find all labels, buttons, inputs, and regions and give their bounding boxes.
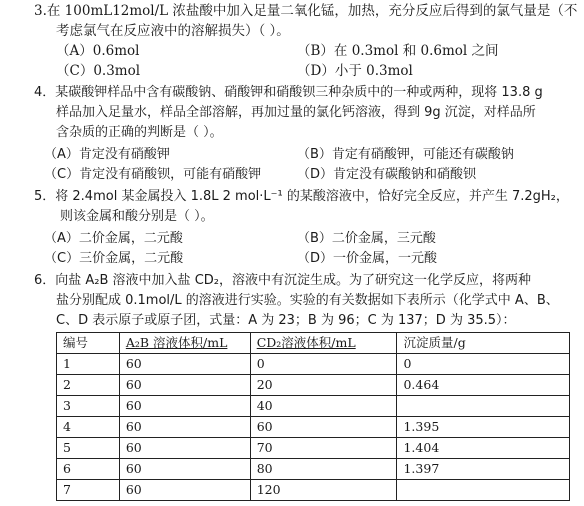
cell-cd2-volume: 20 (250, 375, 397, 396)
cell-number: 5 (57, 438, 120, 459)
q4-line-1: 4．某碳酸钾样品中含有碳酸钠、硝酸钾和硝酸钡三种杂质中的一种或两种，现将 13.8 g (34, 85, 543, 100)
q6-line-3: C、D 表示原子或原子团，式量：A 为 23；B 为 96；C 为 137；D 为 35.5）： (56, 313, 516, 328)
cell-precipitate-mass (397, 396, 570, 417)
header-cell-cd2-volume: CD₂溶液体积/mL (250, 333, 397, 354)
q6-line-1: 6．向盐 A₂B 溶液中加入盐 CD₂，溶液中有沉淀生成。为了研究这一化学反应，将两种 (34, 273, 531, 288)
q5-line-2: 则该金属和酸分别是（ ）。 (60, 209, 214, 224)
cell-number: 1 (57, 354, 120, 375)
table-header-row (57, 333, 570, 354)
q5-option-a: （A）二价金属，二元酸 (44, 231, 183, 246)
q5-option-b: （B）二价金属，三元酸 (297, 231, 436, 246)
cell-a2b-volume: 60 (119, 480, 250, 501)
q3-option-b: （B）在 0.3mol 和 0.6mol 之间 (297, 43, 499, 59)
q5-line-1: 5．将 2.4mol 某金属投入 1.8L 2 mol·L⁻¹ 的某酸溶液中，恰好完全反应，并产生 7.2gH₂， (34, 189, 569, 204)
q3-option-a: （A）0.6mol (56, 43, 140, 59)
q3-option-c: （C）0.3mol (56, 63, 141, 79)
cell-a2b-volume: 60 (119, 375, 250, 396)
table-row (57, 396, 570, 417)
cell-a2b-volume: 60 (119, 438, 250, 459)
table-row (57, 480, 570, 501)
cell-precipitate-mass: 0.464 (397, 375, 570, 396)
q4-line-2: 样品加入足量水，样品全部溶解，再加过量的氯化钙溶液，得到 9g 沉淀，对样品所 (56, 105, 536, 120)
q5-option-c: （C）三价金属，二元酸 (44, 251, 184, 266)
cell-cd2-volume: 40 (250, 396, 397, 417)
q4-option-d: （D）肯定没有碳酸钠和硝酸钡 (297, 167, 477, 182)
cell-precipitate-mass: 1.404 (397, 438, 570, 459)
cell-precipitate-mass (397, 480, 570, 501)
cell-cd2-volume: 120 (250, 480, 397, 501)
q6-line-2: 盐分别配成 0.1mol/L 的溶液进行实验。实验的有关数据如下表所示（化学式中 A、B、 (56, 293, 559, 308)
cell-cd2-volume: 0 (250, 354, 397, 375)
cell-a2b-volume: 60 (119, 459, 250, 480)
table-row (57, 438, 570, 459)
table-row (57, 417, 570, 438)
cell-precipitate-mass: 1.395 (397, 417, 570, 438)
q5-option-d: （D）一价金属，一元酸 (297, 251, 438, 266)
table-row (57, 375, 570, 396)
cell-a2b-volume: 60 (119, 354, 250, 375)
header-cell-precipitate-mass: 沉淀质量/g (397, 333, 570, 354)
cell-number: 4 (57, 417, 120, 438)
cell-precipitate-mass: 0 (397, 354, 570, 375)
header-cell-number: 编号 (57, 333, 120, 354)
cell-number: 7 (57, 480, 120, 501)
table-row (57, 459, 570, 480)
experiment-data-table (56, 332, 570, 501)
cell-number: 2 (57, 375, 120, 396)
q3-line-1: 3.在 100mL12mol/L 浓盐酸中加入足量二氧化锰，加热，充分反应后得到的氯气量是（不 (34, 3, 578, 19)
cell-precipitate-mass: 1.397 (397, 459, 570, 480)
q4-option-c: （C）肯定没有硝酸钡，可能有硝酸钾 (44, 167, 262, 182)
cell-a2b-volume: 60 (119, 417, 250, 438)
q3-line-2: 考虑氯气在反应液中的溶解损失）（ ）。 (56, 23, 290, 39)
table-row (57, 354, 570, 375)
q4-line-3: 含杂质的正确的判断是（ ）。 (56, 125, 223, 140)
q3-option-d: （D）小于 0.3mol (297, 63, 413, 79)
cell-number: 6 (57, 459, 120, 480)
header-cell-a2b-volume: A₂B 溶液体积/mL (119, 333, 250, 354)
cell-a2b-volume: 60 (119, 396, 250, 417)
q4-option-b: （B）肯定有硝酸钾，可能还有碳酸钠 (297, 147, 514, 162)
cell-cd2-volume: 60 (250, 417, 397, 438)
q4-option-a: （A）肯定没有硝酸钾 (44, 147, 170, 162)
cell-cd2-volume: 70 (250, 438, 397, 459)
cell-number: 3 (57, 396, 120, 417)
cell-cd2-volume: 80 (250, 459, 397, 480)
